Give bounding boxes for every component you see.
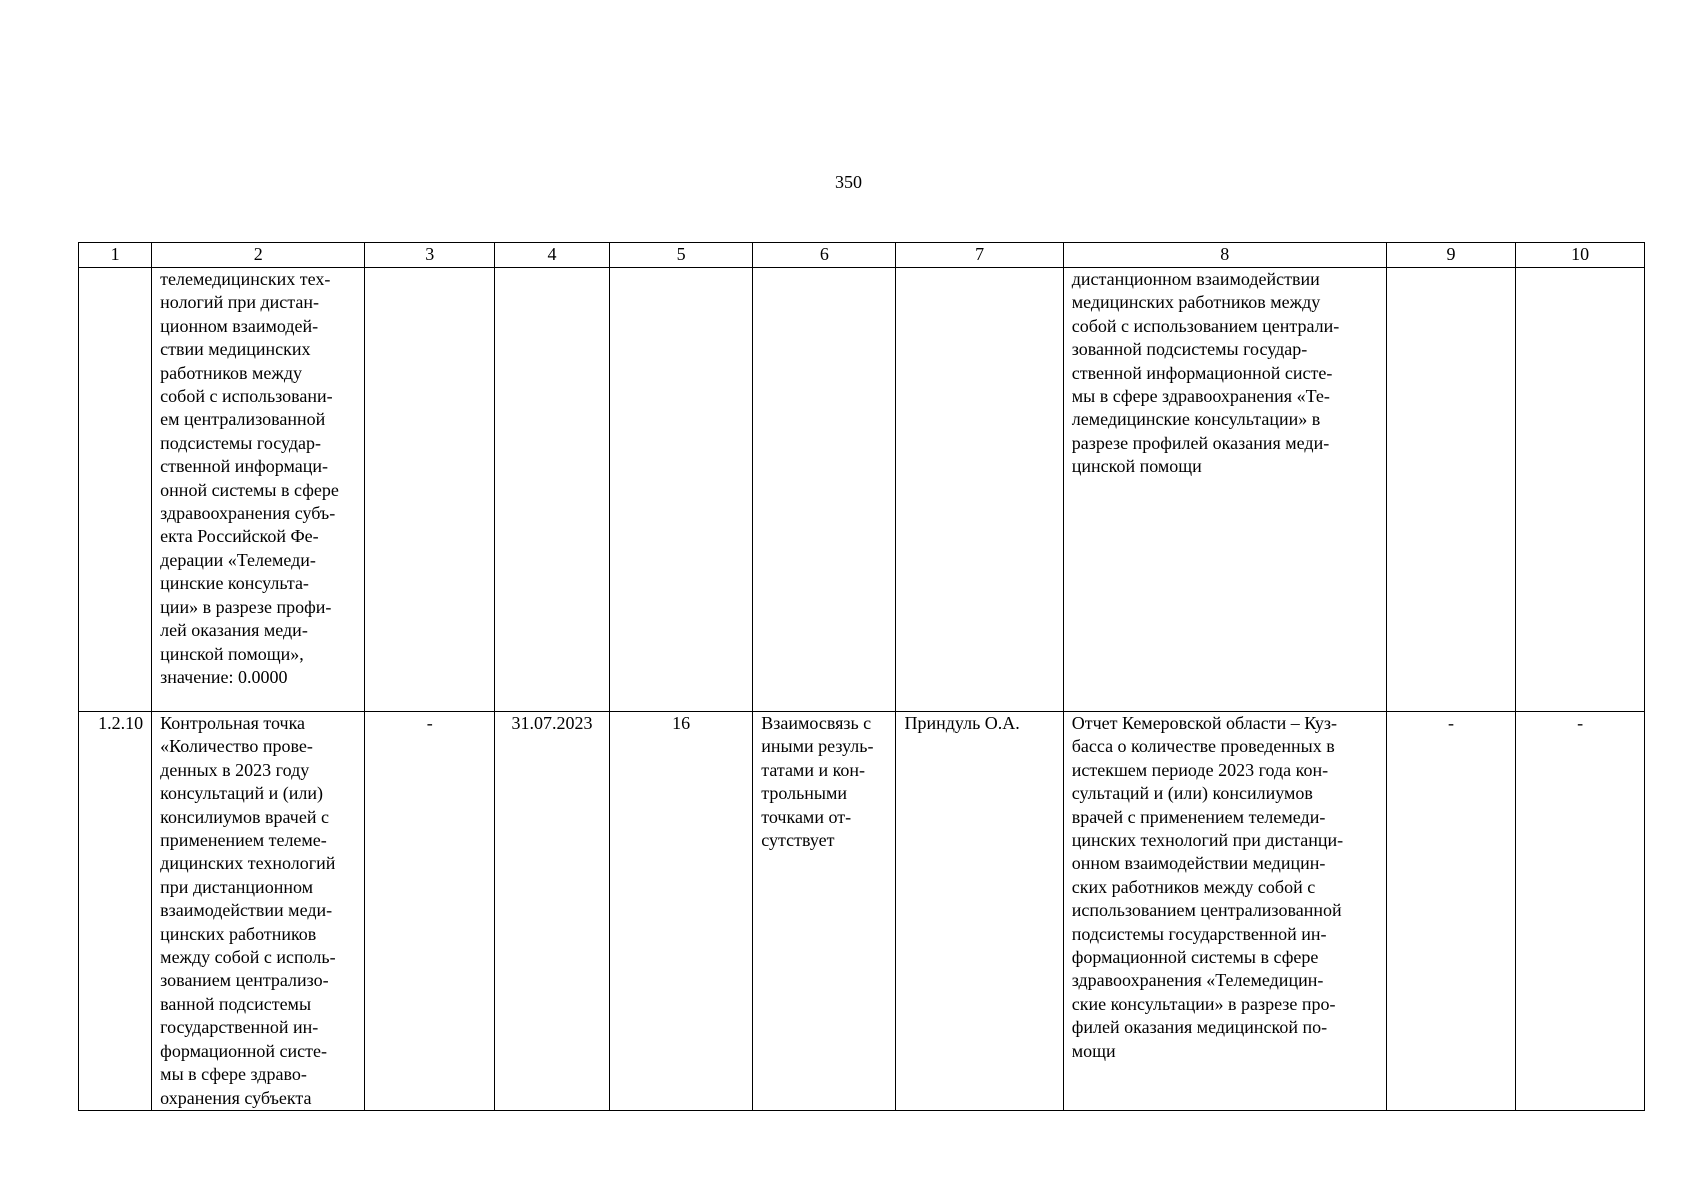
column-number-row (79, 243, 1645, 268)
relation-cell: Взаимосвязь с иными резуль- татами и кон- трольными точками от- сутствует (753, 712, 896, 1111)
column-header-3: 3 (365, 243, 495, 268)
col3-cell: - (365, 712, 495, 1111)
column-header-4: 4 (495, 243, 610, 268)
responsible-cell (896, 268, 1063, 712)
column-header-5: 5 (610, 243, 753, 268)
col5-cell (610, 268, 753, 712)
column-header-1: 1 (79, 243, 152, 268)
responsible-cell: Приндуль О.А. (896, 712, 1063, 1111)
document-cell: Отчет Кемеровской области – Куз- басса о количестве проведенных в истекшем периоде 2023 года кон- сультаций и (или) консилиумов врачей с применением телемеди- цинских технологий при дистанци- онном взаимодействии медицин- ских работников между собой с использованием централизованной подсистемы государственной ин- формационной системы в сфере здравоохранения «Телемедицин- ские консультации» в разрезе про- филей оказания медицинской по- мощи (1063, 712, 1386, 1111)
plan-table (78, 242, 1645, 1111)
column-header-7: 7 (896, 243, 1063, 268)
relation-cell (753, 268, 896, 712)
page-number: 350 (835, 172, 862, 192)
col10-cell (1516, 268, 1645, 712)
row-number-cell (79, 268, 152, 712)
column-header-10: 10 (1516, 243, 1645, 268)
col3-cell (365, 268, 495, 712)
column-header-9: 9 (1386, 243, 1516, 268)
col5-cell: 16 (610, 712, 753, 1111)
col10-cell: - (1516, 712, 1645, 1111)
table-row (79, 712, 1645, 1111)
column-header-8: 8 (1063, 243, 1386, 268)
date-cell: 31.07.2023 (495, 712, 610, 1111)
date-cell (495, 268, 610, 712)
column-header-2: 2 (152, 243, 365, 268)
item-name-cell: телемедицинских тех- нологий при дистан- ционном взаимодей- ствии медицинских работников между собой с использовани- ем централизованной подсистемы государ- ственной информаци- онной системы в сфере здравоохранения субъ- екта Российской Фе- дерации «Телемеди- цинские консульта- ции» в разрезе профи- лей оказания меди- цинской помощи», значение: 0.0000 (152, 268, 365, 712)
col9-cell (1386, 268, 1516, 712)
document-cell: дистанционном взаимодействии медицинских работников между собой с использованием централи- зованной подсистемы государ- ственной информационной систе- мы в сфере здравоохранения «Те- лемедицинские консультации» в разрезе профилей оказания меди- цинской помощи (1063, 268, 1386, 712)
column-header-6: 6 (753, 243, 896, 268)
item-name-cell: Контрольная точка «Количество прове- денных в 2023 году консультаций и (или) консилиумов врачей с применением телеме- дицинских технологий при дистанционном взаимодействии меди- цинских работников между собой с исполь- зованием централизо- ванной подсистемы государственной ин- формационной систе- мы в сфере здраво- охранения субъекта (152, 712, 365, 1111)
col9-cell: - (1386, 712, 1516, 1111)
table-row (79, 268, 1645, 712)
row-number-cell: 1.2.10 (79, 712, 152, 1111)
